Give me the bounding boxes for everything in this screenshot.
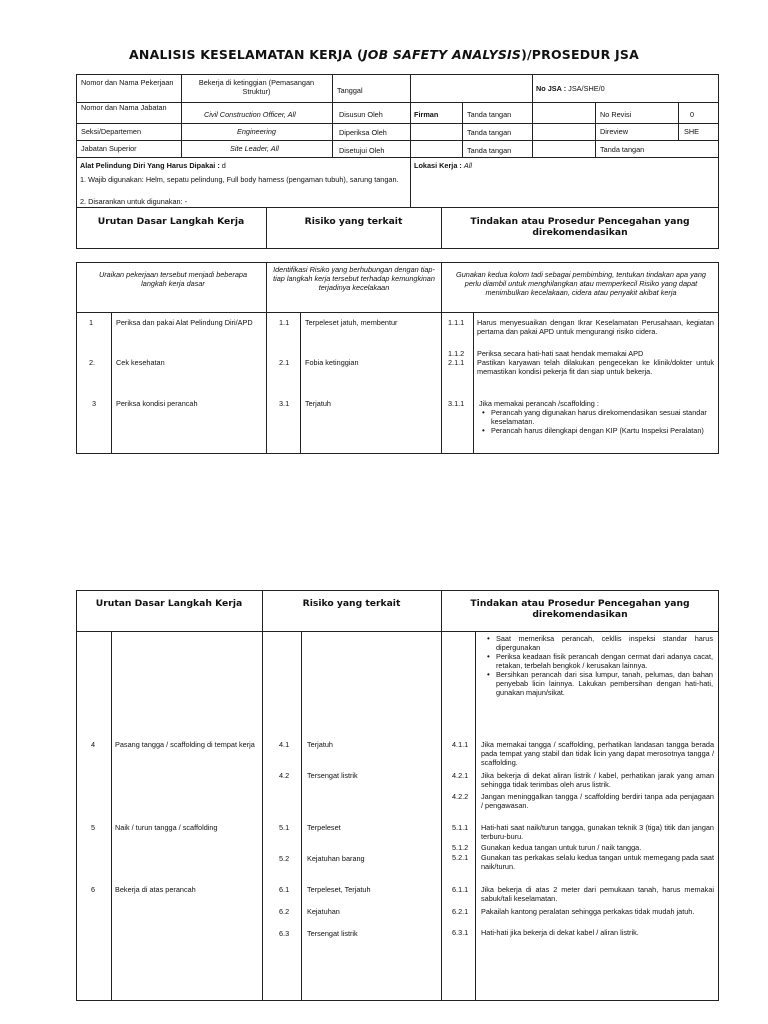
signature-label-3: Tanda tangan [467,146,512,155]
act422-no: 4.2.2 [452,792,469,801]
act311-bullet-2: • Perancah harus dilengkapi dengan KIP (Kartu Inspeksi Peralatan) [491,426,714,435]
risk11-text: Terpeleset jatuh, membentur [305,318,398,327]
step4-text: Pasang tangga / scaffolding di tempat kerja [115,740,255,749]
title-part2: )/PROSEDUR JSA [521,47,639,62]
act521-no: 5.2.1 [452,853,469,862]
act631-text: Hati-hati jika bekerja di dekat kabel / aliran listrik. [481,928,639,937]
jsa-label: No JSA : [536,84,567,93]
risk31-no: 3.1 [279,399,290,408]
act411-text: Jika memakai tangga / scaffolding, perhatikan landasan tangga berada pada tempat yang stabil dan tidak licin yang dapat merosotnya tangga / scaffolding. [481,740,714,767]
header-steps-1: Urutan Dasar Langkah Kerja [97,216,245,227]
approved-label: Disetujui Oleh [339,146,385,155]
header-actions-1: Tindakan atau Prosedur Pencegahan yang direkomendasikan [470,216,690,238]
step1-no: 1 [89,318,94,327]
risk31-text: Terjatuh [305,399,331,408]
signature-label-1: Tanda tangan [467,110,512,119]
act631-no: 6.3.1 [452,928,469,937]
risk41-no: 4.1 [279,740,290,749]
title-part1: ANALISIS KESELAMATAN KERJA ( [129,47,363,62]
act421-no: 4.2.1 [452,771,469,780]
act421-text: Jika bekerja di dekat aliran listrik / kabel, perhatikan jarak yang aman sehingga tidak terimbas oleh arus listrik. [481,771,714,789]
act111-no: 1.1.1 [448,318,465,327]
step5-text: Naik / turun tangga / scaffolding [115,823,218,832]
header-actions-2: Tindakan atau Prosedur Pencegahan yang direkomendasikan [470,598,690,620]
risk21-text: Fobia ketinggian [305,358,359,367]
risk63-no: 6.3 [279,929,290,938]
superior-label: Jabatan Superior [81,144,137,153]
step6-no: 6 [91,885,96,894]
job-value: Bekerja di ketinggian (Pemasangan Struktur) [198,78,315,96]
cont-bullet-1: • Saat memeriksa perancah, cekllis inspeksi standar harus dipergunakan [496,634,713,652]
act611-no: 6.1.1 [452,885,469,894]
ppe-title-label: Alat Pelindung Diri Yang Harus Dipakai : [80,161,220,170]
location [414,161,472,170]
checked-label: Diperiksa Oleh [339,128,387,137]
act512-no: 5.1.2 [452,843,469,852]
act511-no: 5.1.1 [452,823,469,832]
header-risks-1: Risiko yang terkait [304,216,403,227]
section-value: Engineering [237,127,276,136]
signature-label-4: Tanda tangan [600,145,645,154]
title-italic: JOB SAFETY ANALYSIS [362,47,522,62]
act512-text: Gunakan kedua tangan untuk turun / naik tangga. [481,843,642,852]
step2-text: Cek kesehatan [116,358,165,367]
cont-bullet-3: • Bersihkan perancah dari sisa lumpur, tanah, pelumas, dan bahan penyebab licin lainnya. Lakukan pembersihan dengan hati-hati, gunakan majun/sikat. [496,670,713,697]
ppe-item-2: 2. Disarankan untuk digunakan: - [80,197,188,206]
step6-text: Bekerja di atas perancah [115,885,196,894]
act311-no: 3.1.1 [448,399,465,408]
act211-text: Pastikan karyawan telah dilakukan pengecekan ke klinik/dokter untuk memastikan kondisi pekerja fit dan siap untuk bekerja. [477,358,714,376]
revision-label: No Revisi [600,110,632,119]
step1-text: Periksa dan pakai Alat Pelindung Diri/APD [116,318,253,327]
risk61-text: Terpeleset, Terjatuh [307,885,371,894]
header-risks-2: Risiko yang terkait [302,598,401,609]
act311-list [479,408,714,435]
section-label: Seksi/Departemen [81,127,142,136]
act112-text: Periksa secara hati-hati saat hendak memakai APD [477,349,644,358]
step5-no: 5 [91,823,96,832]
act311-text: Jika memakai perancah /scaffolding : [479,399,599,408]
act621-text: Pakailah kantong peralatan sehingga perkakas tidak mudah jatuh. [481,907,695,916]
risk52-no: 5.2 [279,854,290,863]
risk42-text: Tersengat listrik [307,771,358,780]
review-label: Direview [600,127,628,136]
firm-label: Firman [414,110,439,119]
jsa-number [536,84,605,93]
risk61-no: 6.1 [279,885,290,894]
risk51-no: 5.1 [279,823,290,832]
review-value: SHE [684,127,700,136]
risk62-no: 6.2 [279,907,290,916]
risk51-text: Terpeleset [307,823,341,832]
header-steps-2: Urutan Dasar Langkah Kerja [95,598,243,609]
risk42-no: 4.2 [279,771,290,780]
risk41-text: Terjatuh [307,740,333,749]
position-value: Civil Construction Officer, All [204,110,296,119]
act422-text: Jangan meninggalkan tangga / scaffolding berdiri tanpa ada penjagaan / pengawasan. [481,792,714,810]
ppe-title-value: d [221,161,226,170]
act521-text: Gunakan tas perkakas selalu kedua tangan untuk memegang pada saat naik/turun. [481,853,714,871]
location-value: All [463,161,472,170]
job-label: Nomor dan Nama Pekerjaan [81,78,174,87]
act112-no: 1.1.2 [448,349,465,358]
prepared-label: Disusun Oleh [339,110,383,119]
act411-no: 4.1.1 [452,740,469,749]
superior-value: Site Leader, All [230,144,279,153]
risk62-text: Kejatuhan [307,907,340,916]
position-label: Nomor dan Nama Jabatan [81,103,167,112]
location-label: Lokasi Kerja : [414,161,462,170]
act511-text: Hati-hati saat naik/turun tangga, gunakan teknik 3 (tiga) titik dan jangan terburu-buru. [481,823,714,841]
instr-steps: Uraikan pekerjaan tersebut menjadi beberapa langkah kerja dasar [98,270,248,288]
instr-risks: Identifikasi Risiko yang berhubungan dengan tiap-tiap langkah kerja tersebut terhadap kemungkinan terjadinya kecelakaan [273,265,435,292]
step2-no: 2. [89,358,96,367]
risk63-text: Tersengat listrik [307,929,358,938]
act611-text: Jika bekerja di atas 2 meter dari pemukaan tanah, harus memakai sabuk/tali keselamatan. [481,885,714,903]
act621-no: 6.2.1 [452,907,469,916]
document-title [0,47,768,62]
step4-no: 4 [91,740,96,749]
act111-text: Harus menyesuaikan dengan Ikrar Keselamatan Perusahaan, kegiatan pertama dan pakai APD untuk mengurangi risiko cidera. [477,318,714,336]
risk21-no: 2.1 [279,358,290,367]
ppe-title [80,161,226,170]
risk52-text: Kejatuhan barang [307,854,365,863]
ppe-item-1: 1. Wajib digunakan: Helm, sepatu pelindung, Full body harness (pengaman tubuh), sarung tangan. [80,175,399,184]
instr-actions: Gunakan kedua kolom tadi sebagai pembimbing, tentukan tindakan apa yang perlu diambil untuk menghilangkan atau memperkecil Risiko yang dapat menimbulkan kecelakaan, cidera atau penyakit akibat kerja [456,270,706,297]
step3-text: Periksa kondisi perancah [116,399,198,408]
act211-no: 2.1.1 [448,358,465,367]
continued-list [484,634,713,697]
step3-no: 3 [92,399,97,408]
cont-bullet-2: • Periksa keadaan fisik perancah dengan cermat dari adanya cacat, retakan, terbelah bengkok / kerusakan lainnya. [496,652,713,670]
risk11-no: 1.1 [279,318,290,327]
act311-bullet-1: • Perancah yang digunakan harus direkomendasikan sesuai standar keselamatan. [491,408,714,426]
signature-label-2: Tanda tangan [467,128,512,137]
date-label: Tanggal [337,86,363,95]
revision-value: 0 [690,110,695,119]
jsa-value: JSA/SHE/0 [568,84,605,93]
